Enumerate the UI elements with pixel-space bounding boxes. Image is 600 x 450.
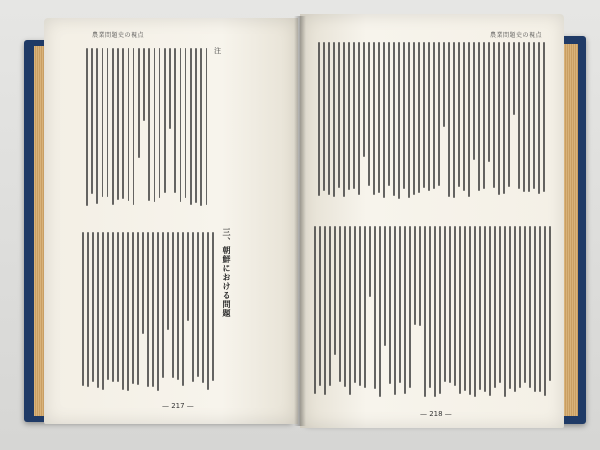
text-line — [453, 42, 455, 198]
text-line — [138, 48, 140, 158]
text-line — [463, 42, 465, 191]
text-line — [92, 232, 94, 382]
text-line — [87, 232, 89, 387]
running-head-left: 農業問題史の視点 — [92, 32, 145, 39]
text-line — [378, 42, 380, 193]
text-line — [448, 42, 450, 197]
text-line — [206, 48, 208, 205]
text-line — [408, 42, 410, 198]
page-edges-right — [564, 44, 578, 416]
text-line — [384, 226, 386, 346]
text-line — [148, 48, 150, 201]
text-line — [107, 232, 109, 380]
text-line — [518, 42, 520, 189]
text-line — [97, 232, 99, 388]
page-number-right: — 218 — — [420, 410, 452, 418]
text-line — [459, 226, 461, 394]
page-number-left: — 217 — — [162, 402, 194, 410]
text-line — [117, 232, 119, 382]
text-line — [399, 226, 401, 383]
text-line — [504, 226, 506, 397]
text-line — [468, 42, 470, 197]
text-line — [534, 226, 536, 392]
text-line — [424, 226, 426, 397]
text-line — [483, 42, 485, 189]
text-line — [192, 232, 194, 382]
text-line — [383, 42, 385, 198]
text-line — [443, 42, 445, 127]
text-line — [122, 48, 124, 199]
text-line — [172, 232, 174, 378]
text-line — [539, 226, 541, 392]
text-line — [197, 232, 199, 377]
text-line — [82, 232, 84, 386]
running-head-right: 農業問題史の視点 — [490, 32, 543, 39]
text-line — [444, 226, 446, 382]
text-line — [524, 226, 526, 383]
text-line — [474, 226, 476, 397]
text-line — [143, 48, 145, 121]
text-line — [329, 226, 331, 386]
text-line — [187, 232, 189, 321]
text-line — [200, 48, 202, 206]
text-line — [538, 42, 540, 194]
text-line — [489, 226, 491, 396]
text-line — [212, 232, 214, 381]
text-line — [112, 48, 114, 205]
text-line — [469, 226, 471, 395]
text-line — [354, 226, 356, 383]
text-line — [328, 42, 330, 195]
book-gutter — [294, 16, 306, 426]
text-line — [147, 232, 149, 387]
text-line — [394, 226, 396, 395]
text-line — [102, 48, 104, 197]
text-line — [182, 232, 184, 386]
text-line — [195, 48, 197, 203]
text-line — [429, 226, 431, 388]
text-line — [102, 232, 104, 390]
text-line — [334, 226, 336, 355]
text-line — [142, 232, 144, 334]
text-line — [549, 226, 551, 381]
text-line — [479, 226, 481, 390]
text-line — [344, 226, 346, 387]
text-line — [543, 42, 545, 192]
text-line — [314, 226, 316, 394]
text-line — [117, 48, 119, 200]
text-line — [190, 48, 192, 205]
text-line — [513, 42, 515, 115]
text-line — [167, 232, 169, 330]
text-line — [544, 226, 546, 396]
text-line — [398, 42, 400, 199]
text-line — [368, 42, 370, 186]
text-line — [353, 42, 355, 189]
text-line — [393, 42, 395, 196]
text-line — [499, 226, 501, 383]
text-line — [493, 42, 495, 188]
text-line — [428, 42, 430, 191]
text-line — [137, 232, 139, 385]
text-line — [478, 42, 480, 191]
text-line — [369, 226, 371, 297]
text-line — [514, 226, 516, 392]
text-line — [358, 42, 360, 195]
text-line — [528, 42, 530, 192]
text-line — [349, 226, 351, 395]
text-line — [112, 232, 114, 382]
text-line — [519, 226, 521, 388]
text-line — [509, 226, 511, 389]
text-line — [439, 226, 441, 394]
text-line — [348, 42, 350, 190]
text-line — [324, 226, 326, 395]
text-line — [508, 42, 510, 187]
text-line — [449, 226, 451, 383]
text-line — [363, 42, 365, 157]
text-line — [404, 226, 406, 394]
text-line — [364, 226, 366, 388]
text-line — [533, 42, 535, 189]
text-line — [202, 232, 204, 383]
text-line — [127, 232, 129, 391]
text-line — [498, 42, 500, 195]
text-line — [154, 48, 156, 202]
text-line — [343, 42, 345, 197]
text-line — [409, 226, 411, 388]
text-line — [464, 226, 466, 391]
notes-mark: 注 — [214, 47, 221, 55]
text-line — [529, 226, 531, 388]
text-line — [373, 42, 375, 195]
text-line — [359, 226, 361, 386]
text-line — [388, 42, 390, 186]
text-line — [174, 48, 176, 193]
text-line — [164, 48, 166, 193]
text-line — [318, 42, 320, 196]
text-line — [433, 42, 435, 189]
text-line — [494, 226, 496, 388]
text-line — [473, 42, 475, 160]
text-line — [374, 226, 376, 389]
text-line — [128, 48, 130, 201]
text-line — [338, 42, 340, 188]
text-line — [157, 232, 159, 391]
text-line — [122, 232, 124, 390]
text-line — [414, 226, 416, 325]
text-line — [419, 226, 421, 326]
text-line — [418, 42, 420, 193]
text-line — [503, 42, 505, 194]
text-line — [438, 42, 440, 186]
text-line — [323, 42, 325, 191]
text-line — [152, 232, 154, 387]
text-line — [319, 226, 321, 386]
text-line — [180, 48, 182, 202]
text-line — [86, 48, 88, 206]
text-line — [207, 232, 209, 390]
text-line — [177, 232, 179, 380]
text-line — [488, 42, 490, 162]
text-line — [379, 226, 381, 397]
text-line — [333, 42, 335, 197]
section-heading: 三、朝鮮における問題 — [222, 228, 232, 318]
text-line — [484, 226, 486, 392]
text-line — [91, 48, 93, 194]
text-line — [169, 48, 171, 129]
text-line — [403, 42, 405, 189]
text-line — [339, 226, 341, 382]
text-line — [132, 232, 134, 384]
text-line — [96, 48, 98, 204]
text-line — [162, 232, 164, 378]
text-line — [458, 42, 460, 187]
text-line — [389, 226, 391, 384]
text-line — [423, 42, 425, 188]
text-line — [454, 226, 456, 386]
text-line — [523, 42, 525, 192]
text-line — [413, 42, 415, 195]
text-line — [434, 226, 436, 397]
